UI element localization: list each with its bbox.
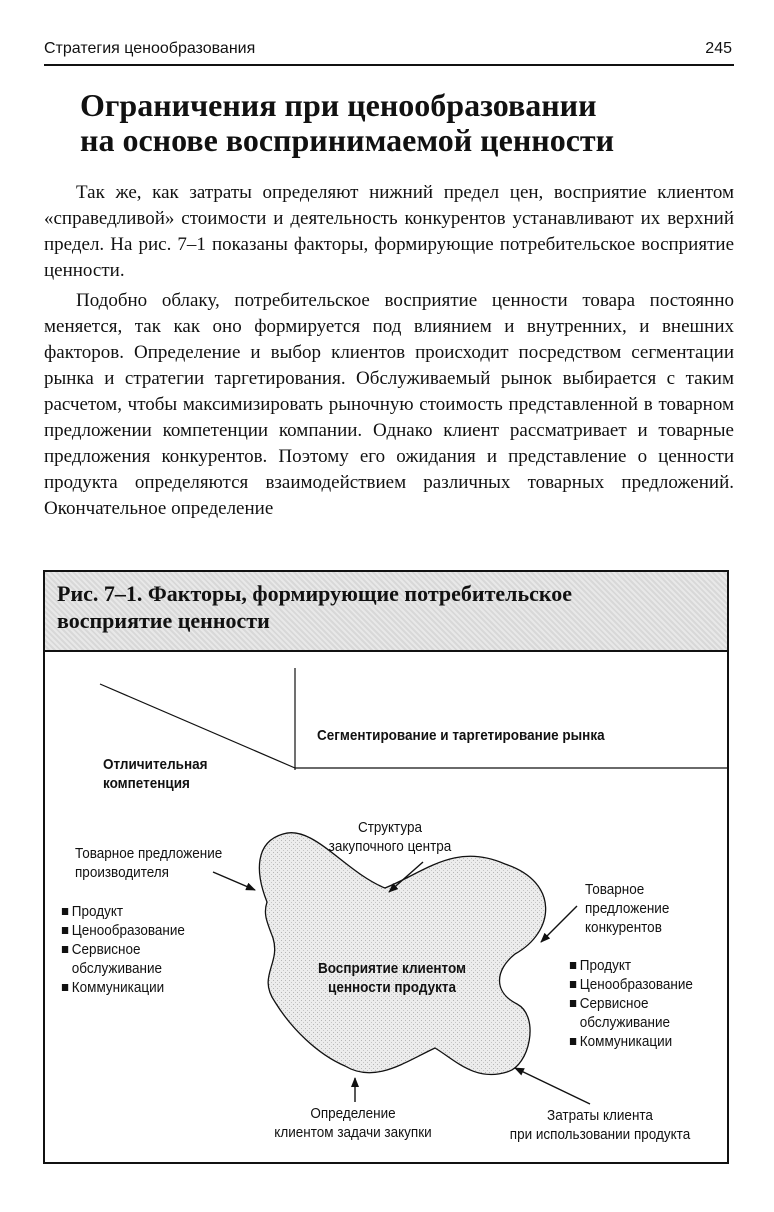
competitor-item: Продукт [569, 956, 693, 975]
producer-item-continued-text: обслуживание [71, 960, 163, 977]
competitor-item-continued [569, 1013, 693, 1032]
producer-item: Продукт [61, 902, 185, 921]
buying-center-line-1: Структура [357, 819, 423, 836]
costs-line-1: Затраты клиента [547, 1107, 653, 1124]
paragraph-1: Так же, как затраты определяют нижний предел цен, восприятие клиентом «справедливой» стоимости и деятельность конкурентов устанавливают их верхний предел. На рис. 7–1 показаны факторы, формирующие потребительское восприятие ценности. [44, 182, 734, 281]
section-heading [80, 88, 720, 158]
competitors-offer-label [585, 880, 669, 937]
producer-item: Коммуникации [61, 978, 185, 997]
center-line-1: Восприятие клиентом [317, 960, 467, 977]
competitors-line-3: конкурентов [585, 919, 662, 936]
producer-item: Сервисное [61, 940, 185, 959]
competitor-item: Ценообразование [569, 975, 693, 994]
running-header [44, 36, 734, 66]
producer-item-continued [61, 959, 185, 978]
competitors-line-2: предложение [585, 900, 670, 917]
caption-line-2: восприятие ценности [57, 608, 270, 633]
costs-line-2: при использовании продукта [509, 1126, 691, 1143]
header-section-title: Стратегия ценообразования [44, 40, 256, 57]
purchase-task-label [263, 1104, 443, 1142]
figure-7-1 [43, 570, 729, 1164]
competence-label [103, 755, 207, 793]
task-line-1: Определение [310, 1105, 396, 1122]
competitor-items-list [569, 956, 693, 1051]
caption-line-1: Рис. 7–1. Факторы, формирующие потребительское [57, 581, 573, 606]
page-number: 245 [705, 40, 732, 57]
heading-line-1: Ограничения при ценообразовании [80, 87, 597, 123]
competence-line-2: компетенция [103, 775, 190, 792]
costs-arrow [515, 1068, 590, 1104]
producer-items-list [61, 902, 185, 997]
segmentation-label: Сегментирование и таргетирование рынка [317, 727, 605, 744]
producer-item: Ценообразование [61, 921, 185, 940]
body-text [44, 180, 734, 526]
competitors-line-1: Товарное [585, 881, 645, 898]
competence-line-1: Отличительная [103, 756, 208, 773]
center-label [316, 959, 469, 997]
producer-line-1: Товарное предложение [75, 845, 223, 862]
competitor-item: Сервисное [569, 994, 693, 1013]
producer-offer-label [75, 844, 222, 882]
buying-center-label [323, 818, 458, 856]
task-line-2: клиентом задачи закупки [274, 1124, 432, 1141]
competitor-item-continued-text: обслуживание [579, 1014, 671, 1031]
value-perception-cloud [259, 833, 545, 1075]
customer-costs-label [497, 1106, 704, 1144]
heading-line-2: на основе воспринимаемой ценности [80, 122, 615, 158]
center-line-2: ценности продукта [328, 979, 456, 996]
competitors-arrow [541, 906, 577, 942]
producer-line-2: производителя [75, 864, 169, 881]
competitor-item: Коммуникации [569, 1032, 693, 1051]
paragraph-2: Подобно облаку, потребительское восприятие ценности товара постоянно меняется, так как оно формируется под влиянием и внутренних, и внешних факторов. Определение и выбор клиентов происходит посредством сегментации рынка и стратегии таргетирования. Обслуживаемый рынок выбирается с таким расчетом, чтобы максимизировать рыночную стоимость представленной в товарном предложении компетенции компании. Однако клиент рассматривает и товарные предложения конкурентов. Поэтому его ожидания и представление о ценности продукта определяются взаимодействием различных товарных предложений. Окончательное определение [44, 290, 734, 519]
buying-center-line-2: закупочного центра [328, 838, 452, 855]
